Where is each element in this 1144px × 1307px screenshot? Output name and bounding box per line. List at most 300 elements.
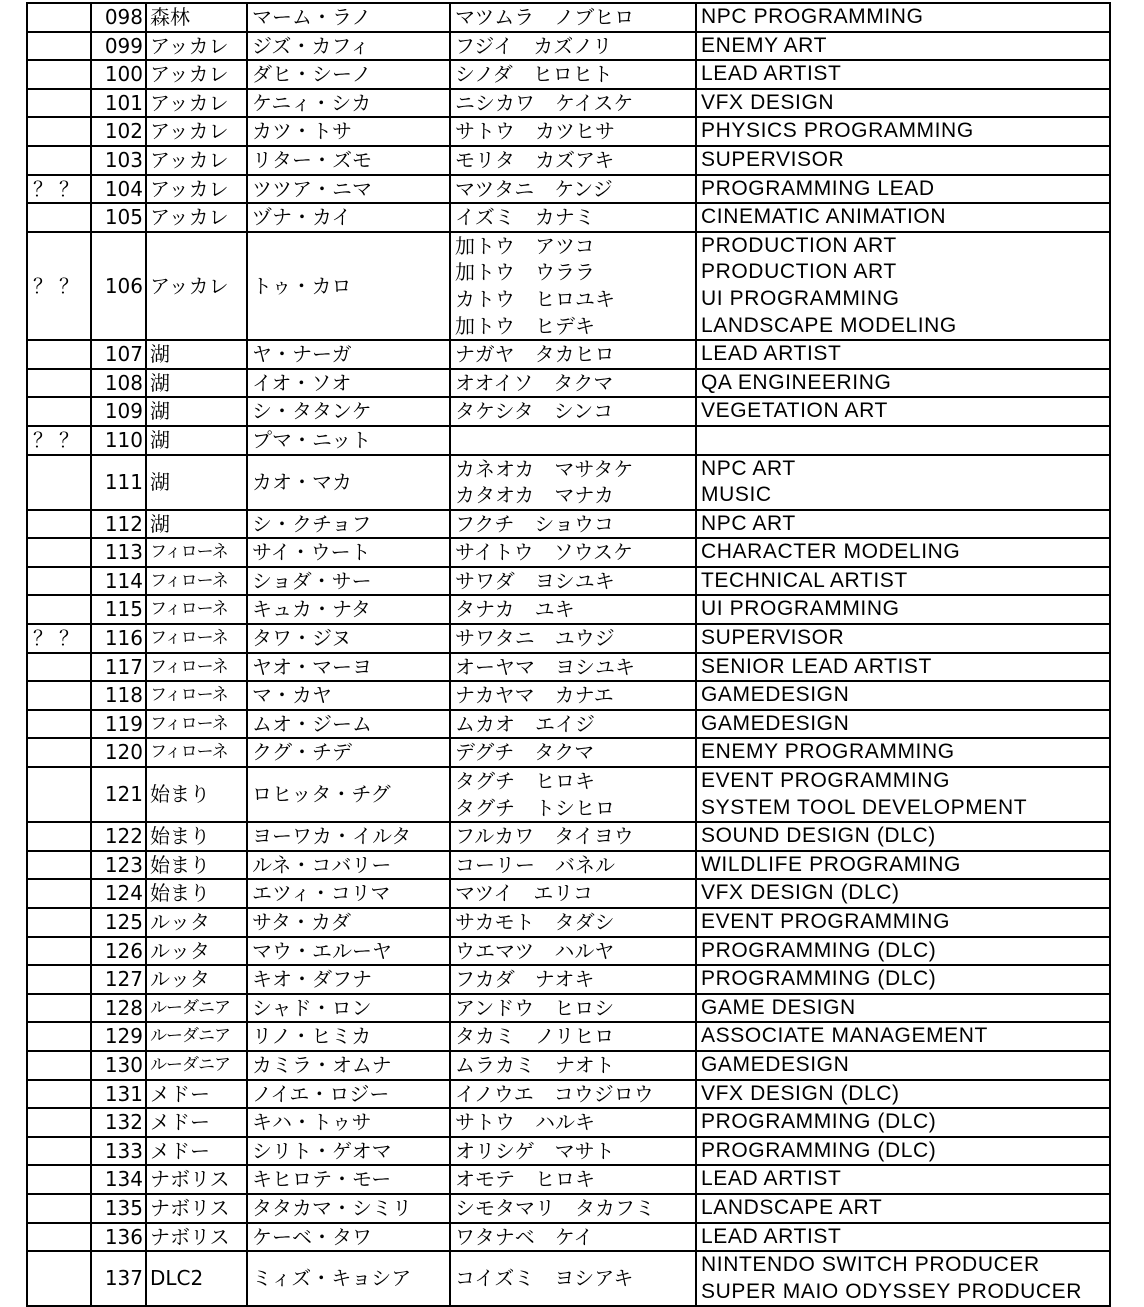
staff-role-cell (696, 710, 1110, 739)
staff-name: ムカオ エイジ (455, 711, 595, 736)
staff-name-cell (450, 937, 696, 966)
staff-name-cell (450, 1251, 696, 1306)
shrine-credits-table (26, 2, 1111, 1307)
region-cell: アッカレ (146, 232, 247, 340)
shrine-name-cell: ミィズ・キョシア (247, 1251, 450, 1306)
staff-name: オオイソ タクマ (455, 370, 614, 395)
staff-name: イズミ カナミ (455, 205, 595, 230)
region-cell: フィローネ (146, 738, 247, 767)
staff-name-cell (450, 538, 696, 567)
staff-name: シノダ ヒロヒト (455, 62, 613, 87)
shrine-number-cell: 111 (91, 455, 146, 510)
table-row (27, 510, 1110, 539)
unknown-mark-cell (27, 1108, 91, 1137)
staff-name: タナカ ユキ (455, 597, 575, 622)
staff-role: EVENT PROGRAMMING (701, 769, 951, 793)
staff-role-cell (696, 908, 1110, 937)
staff-role: UI PROGRAMMING (701, 597, 900, 621)
table-row (27, 32, 1110, 61)
shrine-number-cell: 131 (91, 1080, 146, 1109)
unknown-mark-cell (27, 1165, 91, 1194)
table-row (27, 965, 1110, 994)
staff-role-cell (696, 455, 1110, 510)
shrine-name-cell: ヤ・ナーガ (247, 340, 450, 369)
staff-name-cell (450, 1051, 696, 1080)
unknown-mark-cell (27, 1137, 91, 1166)
unknown-mark-cell (27, 1080, 91, 1109)
unknown-mark-cell (27, 653, 91, 682)
unknown-mark-cell (27, 822, 91, 851)
table-row (27, 397, 1110, 426)
staff-name-cell (450, 738, 696, 767)
staff-role-cell (696, 1022, 1110, 1051)
staff-role-cell (696, 175, 1110, 204)
staff-name-cell (450, 203, 696, 232)
staff-role-cell (696, 851, 1110, 880)
staff-role: GAMEDESIGN (701, 1052, 850, 1076)
table-row (27, 340, 1110, 369)
staff-name: シモタマリ タカフミ (455, 1195, 655, 1220)
shrine-number-cell: 129 (91, 1022, 146, 1051)
staff-name: フジイ カズノリ (455, 33, 613, 58)
staff-role: PROGRAMMING LEAD (701, 176, 935, 200)
shrine-name-cell: リター・ズモ (247, 146, 450, 175)
table-row (27, 710, 1110, 739)
shrine-name-cell: マーム・ラノ (247, 3, 450, 32)
staff-name-cell (450, 232, 696, 340)
region-cell: ルーダニア (146, 1051, 247, 1080)
shrine-number-cell: 120 (91, 738, 146, 767)
staff-name: サトウ カツヒサ (455, 119, 615, 144)
staff-role-cell (696, 32, 1110, 61)
staff-name: タグチ ヒロキ (455, 769, 595, 794)
shrine-number-cell: 134 (91, 1165, 146, 1194)
region-cell: アッカレ (146, 117, 247, 146)
shrine-number-cell: 113 (91, 538, 146, 567)
unknown-mark-cell (27, 1251, 91, 1306)
table-row (27, 538, 1110, 567)
region-cell: フィローネ (146, 653, 247, 682)
region-cell: メドー (146, 1137, 247, 1166)
shrine-number-cell: 130 (91, 1051, 146, 1080)
staff-name: ニシカワ ケイスケ (455, 90, 634, 115)
staff-role-cell (696, 397, 1110, 426)
staff-role: VFX DESIGN (DLC) (701, 1081, 900, 1105)
staff-name: タカミ ノリヒロ (455, 1024, 615, 1049)
staff-role: MUSIC (701, 483, 772, 507)
shrine-name-cell: ヨーワカ・イルタ (247, 822, 450, 851)
unknown-mark-cell (27, 1051, 91, 1080)
shrine-name-cell: シ・クチョフ (247, 510, 450, 539)
shrine-number-cell: 127 (91, 965, 146, 994)
shrine-number-cell: 112 (91, 510, 146, 539)
region-cell: 森林 (146, 3, 247, 32)
table-row (27, 1251, 1110, 1306)
unknown-mark-cell (27, 994, 91, 1023)
shrine-number-cell: 103 (91, 146, 146, 175)
shrine-name-cell: ノイエ・ロジー (247, 1080, 450, 1109)
staff-name-cell (450, 681, 696, 710)
region-cell: アッカレ (146, 203, 247, 232)
staff-name-cell (450, 965, 696, 994)
staff-role: VFX DESIGN (701, 90, 835, 114)
shrine-name-cell: クグ・チデ (247, 738, 450, 767)
region-cell: 湖 (146, 340, 247, 369)
staff-name: モリタ カズアキ (455, 147, 615, 172)
staff-name-cell (450, 653, 696, 682)
staff-name-cell (450, 146, 696, 175)
unknown-mark-cell (27, 1022, 91, 1051)
unknown-mark-cell (27, 60, 91, 89)
table-row (27, 738, 1110, 767)
staff-role: SUPERVISOR (701, 626, 845, 650)
unknown-mark-cell (27, 1194, 91, 1223)
staff-name: サトウ ハルキ (455, 1110, 595, 1135)
shrine-name-cell: プマ・ニット (247, 426, 450, 455)
staff-name: コーリー バネル (455, 852, 615, 877)
staff-role: UI PROGRAMMING (701, 286, 900, 310)
staff-role: PROGRAMMING (DLC) (701, 1110, 937, 1134)
staff-name: マツムラ ノブヒロ (455, 5, 635, 29)
region-cell: フィローネ (146, 567, 247, 596)
shrine-number-cell: 099 (91, 32, 146, 61)
staff-role-cell (696, 595, 1110, 624)
shrine-name-cell: ケニィ・シカ (247, 89, 450, 118)
staff-role: CINEMATIC ANIMATION (701, 205, 947, 229)
shrine-name-cell: ヤオ・マーヨ (247, 653, 450, 682)
staff-role: QA ENGINEERING (701, 370, 892, 394)
shrine-name-cell: ショダ・サー (247, 567, 450, 596)
shrine-number-cell: 115 (91, 595, 146, 624)
staff-role-cell (696, 1080, 1110, 1109)
staff-name: ムラカミ ナオト (455, 1052, 615, 1077)
table-row (27, 203, 1110, 232)
staff-role: CHARACTER MODELING (701, 540, 961, 564)
staff-role: PROGRAMMING (DLC) (701, 938, 937, 962)
shrine-number-cell: 133 (91, 1137, 146, 1166)
staff-name-cell (450, 455, 696, 510)
shrine-name-cell: タタカマ・シミリ (247, 1194, 450, 1223)
staff-name: オリシゲ マサト (455, 1138, 615, 1163)
staff-name: カトウ ヒロユキ (455, 286, 615, 311)
region-cell: ルッタ (146, 937, 247, 966)
shrine-number-cell: 109 (91, 397, 146, 426)
staff-name-cell (450, 767, 696, 822)
staff-role (701, 427, 1105, 454)
staff-role-cell (696, 117, 1110, 146)
staff-role: LANDSCAPE ART (701, 1195, 883, 1219)
shrine-name-cell: タワ・ジヌ (247, 624, 450, 653)
unknown-mark-cell (27, 455, 91, 510)
shrine-name-cell: キハ・トゥサ (247, 1108, 450, 1137)
unknown-mark-cell (27, 3, 91, 32)
unknown-mark-cell (27, 567, 91, 596)
shrine-number-cell: 121 (91, 767, 146, 822)
staff-name: イノウエ コウジロウ (455, 1081, 654, 1106)
staff-role-cell (696, 1251, 1110, 1306)
staff-name-cell (450, 3, 696, 32)
staff-name-cell (450, 908, 696, 937)
shrine-name-cell: マ・カヤ (247, 681, 450, 710)
staff-name: タグチ トシヒロ (455, 795, 615, 820)
table-row (27, 146, 1110, 175)
staff-name: サカモト タダシ (455, 910, 615, 934)
staff-role-cell (696, 1194, 1110, 1223)
staff-name-cell (450, 510, 696, 539)
unknown-mark-cell (27, 879, 91, 908)
staff-role-cell (696, 767, 1110, 822)
table-row (27, 3, 1110, 32)
staff-name: フルカワ タイヨウ (455, 824, 634, 849)
staff-name: 加トウ アツコ (455, 233, 595, 258)
staff-name-cell (450, 117, 696, 146)
region-cell: 湖 (146, 426, 247, 455)
region-cell: 始まり (146, 822, 247, 851)
shrine-name-cell: リノ・ヒミカ (247, 1022, 450, 1051)
staff-name-cell (450, 1022, 696, 1051)
unknown-mark-cell (27, 510, 91, 539)
table-row (27, 908, 1110, 937)
region-cell: メドー (146, 1080, 247, 1109)
region-cell: アッカレ (146, 60, 247, 89)
staff-role-cell (696, 3, 1110, 32)
staff-role-cell (696, 510, 1110, 539)
table-row (27, 369, 1110, 398)
staff-name: マツタニ ケンジ (455, 176, 613, 201)
region-cell: ルーダニア (146, 994, 247, 1023)
table-row (27, 1223, 1110, 1252)
unknown-mark-cell: ？？ (27, 426, 91, 455)
staff-name: 加トウ ヒデキ (455, 313, 595, 338)
shrine-name-cell: イオ・ソオ (247, 369, 450, 398)
table-row (27, 117, 1110, 146)
table-row (27, 994, 1110, 1023)
unknown-mark-cell (27, 908, 91, 937)
shrine-name-cell: サタ・カダ (247, 908, 450, 937)
staff-role-cell (696, 232, 1110, 340)
shrine-number-cell: 117 (91, 653, 146, 682)
staff-role: PHYSICS PROGRAMMING (701, 119, 974, 143)
table-row (27, 175, 1110, 204)
shrine-number-cell: 108 (91, 369, 146, 398)
region-cell: フィローネ (146, 538, 247, 567)
staff-name-cell (450, 567, 696, 596)
region-cell: 湖 (146, 369, 247, 398)
staff-role-cell (696, 1137, 1110, 1166)
table-row (27, 455, 1110, 510)
shrine-number-cell: 107 (91, 340, 146, 369)
shrine-number-cell: 132 (91, 1108, 146, 1137)
shrine-number-cell: 135 (91, 1194, 146, 1223)
staff-name: フカダ ナオキ (455, 967, 595, 992)
staff-role: GAMEDESIGN (701, 711, 850, 735)
shrine-number-cell: 118 (91, 681, 146, 710)
table-row (27, 1137, 1110, 1166)
table-row (27, 1080, 1110, 1109)
staff-role-cell (696, 879, 1110, 908)
region-cell: DLC2 (146, 1251, 247, 1306)
shrine-number-cell: 106 (91, 232, 146, 340)
shrine-name-cell: ロヒッタ・チグ (247, 767, 450, 822)
staff-name: タケシタ シンコ (455, 399, 614, 424)
table-row (27, 681, 1110, 710)
staff-role: ASSOCIATE MANAGEMENT (701, 1024, 988, 1048)
shrine-name-cell: キオ・ダフナ (247, 965, 450, 994)
shrine-name-cell: ジズ・カフィ (247, 32, 450, 61)
shrine-name-cell: ムオ・ジーム (247, 710, 450, 739)
region-cell: ナボリス (146, 1223, 247, 1252)
shrine-name-cell: シャド・ロン (247, 994, 450, 1023)
region-cell: ルッタ (146, 908, 247, 937)
table-row (27, 1022, 1110, 1051)
staff-name: デグチ タクマ (455, 740, 595, 765)
unknown-mark-cell: ？？ (27, 175, 91, 204)
staff-name: オーヤマ ヨシユキ (455, 654, 635, 679)
staff-name: コイズミ ヨシアキ (455, 1266, 634, 1291)
region-cell: ナボリス (146, 1194, 247, 1223)
unknown-mark-cell (27, 146, 91, 175)
staff-name-cell (450, 32, 696, 61)
region-cell: ナボリス (146, 1165, 247, 1194)
staff-name-cell (450, 710, 696, 739)
shrine-name-cell: シリト・ゲオマ (247, 1137, 450, 1166)
staff-role-cell (696, 1051, 1110, 1080)
staff-role: EVENT PROGRAMMING (701, 910, 951, 933)
staff-name: マツイ エリコ (455, 881, 593, 906)
staff-name-cell (450, 1108, 696, 1137)
shrine-name-cell: キヒロテ・モー (247, 1165, 450, 1194)
staff-name: サワダ ヨシユキ (455, 568, 615, 593)
staff-role-cell (696, 89, 1110, 118)
staff-role: NPC PROGRAMMING (701, 5, 924, 28)
region-cell: 始まり (146, 767, 247, 822)
unknown-mark-cell (27, 965, 91, 994)
staff-role: PRODUCTION ART (701, 260, 897, 284)
staff-role: SOUND DESIGN (DLC) (701, 824, 936, 848)
staff-name: 加トウ ウララ (455, 260, 595, 285)
shrine-number-cell: 104 (91, 175, 146, 204)
staff-name-cell (450, 426, 696, 455)
unknown-mark-cell (27, 117, 91, 146)
staff-role: SENIOR LEAD ARTIST (701, 654, 932, 678)
unknown-mark-cell: ？？ (27, 232, 91, 340)
table-row (27, 595, 1110, 624)
staff-role: GAMEDESIGN (701, 683, 850, 707)
unknown-mark-cell (27, 397, 91, 426)
staff-name: カタオカ マナカ (455, 483, 614, 508)
staff-name-cell (450, 1165, 696, 1194)
staff-role: VEGETATION ART (701, 399, 888, 423)
region-cell: フィローネ (146, 710, 247, 739)
region-cell: フィローネ (146, 595, 247, 624)
staff-name: サワタニ ユウジ (455, 626, 615, 651)
shrine-number-cell: 122 (91, 822, 146, 851)
staff-role-cell (696, 937, 1110, 966)
staff-role-cell (696, 1165, 1110, 1194)
staff-name-cell (450, 369, 696, 398)
shrine-name-cell: シ・タタンケ (247, 397, 450, 426)
shrine-name-cell: ツツア・ニマ (247, 175, 450, 204)
unknown-mark-cell (27, 767, 91, 822)
staff-name: ナカヤマ カナエ (455, 683, 614, 708)
region-cell: 始まり (146, 879, 247, 908)
staff-name-cell (450, 397, 696, 426)
table-body (27, 3, 1110, 1306)
unknown-mark-cell (27, 681, 91, 710)
region-cell: アッカレ (146, 146, 247, 175)
staff-role: ENEMY PROGRAMMING (701, 740, 955, 764)
unknown-mark-cell (27, 203, 91, 232)
staff-role-cell (696, 60, 1110, 89)
staff-role-cell (696, 624, 1110, 653)
staff-role-cell (696, 538, 1110, 567)
unknown-mark-cell (27, 710, 91, 739)
table-row (27, 624, 1110, 653)
staff-role-cell (696, 822, 1110, 851)
shrine-number-cell: 124 (91, 879, 146, 908)
staff-name-cell (450, 879, 696, 908)
unknown-mark-cell (27, 1223, 91, 1252)
region-cell: 湖 (146, 510, 247, 539)
shrine-name-cell: カミラ・オムナ (247, 1051, 450, 1080)
shrine-number-cell: 110 (91, 426, 146, 455)
staff-role: LEAD ARTIST (701, 1167, 842, 1191)
staff-role-cell (696, 146, 1110, 175)
unknown-mark-cell (27, 32, 91, 61)
staff-name-cell (450, 1194, 696, 1223)
staff-name-cell (450, 994, 696, 1023)
table-row (27, 232, 1110, 340)
staff-name: アンドウ ヒロシ (455, 995, 615, 1020)
staff-name: フクチ ショウコ (455, 511, 614, 536)
region-cell: アッカレ (146, 175, 247, 204)
staff-name-cell (450, 1137, 696, 1166)
table-row (27, 89, 1110, 118)
region-cell: 湖 (146, 455, 247, 510)
staff-name-cell (450, 822, 696, 851)
staff-role: LEAD ARTIST (701, 1224, 842, 1248)
table-row (27, 653, 1110, 682)
unknown-mark-cell (27, 851, 91, 880)
staff-role-cell (696, 1223, 1110, 1252)
shrine-number-cell: 125 (91, 908, 146, 937)
shrine-name-cell: ヅナ・カイ (247, 203, 450, 232)
table-row (27, 851, 1110, 880)
staff-name-cell (450, 624, 696, 653)
unknown-mark-cell (27, 340, 91, 369)
staff-name-cell (450, 851, 696, 880)
unknown-mark-cell (27, 538, 91, 567)
shrine-name-cell: カオ・マカ (247, 455, 450, 510)
staff-role: NPC ART (701, 456, 796, 480)
region-cell: ルッタ (146, 965, 247, 994)
table-row (27, 1194, 1110, 1223)
staff-role: GAME DESIGN (701, 995, 856, 1019)
shrine-name-cell: トゥ・カロ (247, 232, 450, 340)
shrine-name-cell: サイ・ウート (247, 538, 450, 567)
staff-role: LEAD ARTIST (701, 62, 842, 86)
unknown-mark-cell: ？？ (27, 624, 91, 653)
staff-name: ナガヤ タカヒロ (455, 342, 615, 367)
shrine-name-cell: エツィ・コリマ (247, 879, 450, 908)
staff-role-cell (696, 994, 1110, 1023)
staff-role-cell (696, 738, 1110, 767)
shrine-number-cell: 102 (91, 117, 146, 146)
table-row (27, 567, 1110, 596)
table-row (27, 1108, 1110, 1137)
region-cell: アッカレ (146, 89, 247, 118)
staff-role: PROGRAMMING (DLC) (701, 1138, 937, 1162)
